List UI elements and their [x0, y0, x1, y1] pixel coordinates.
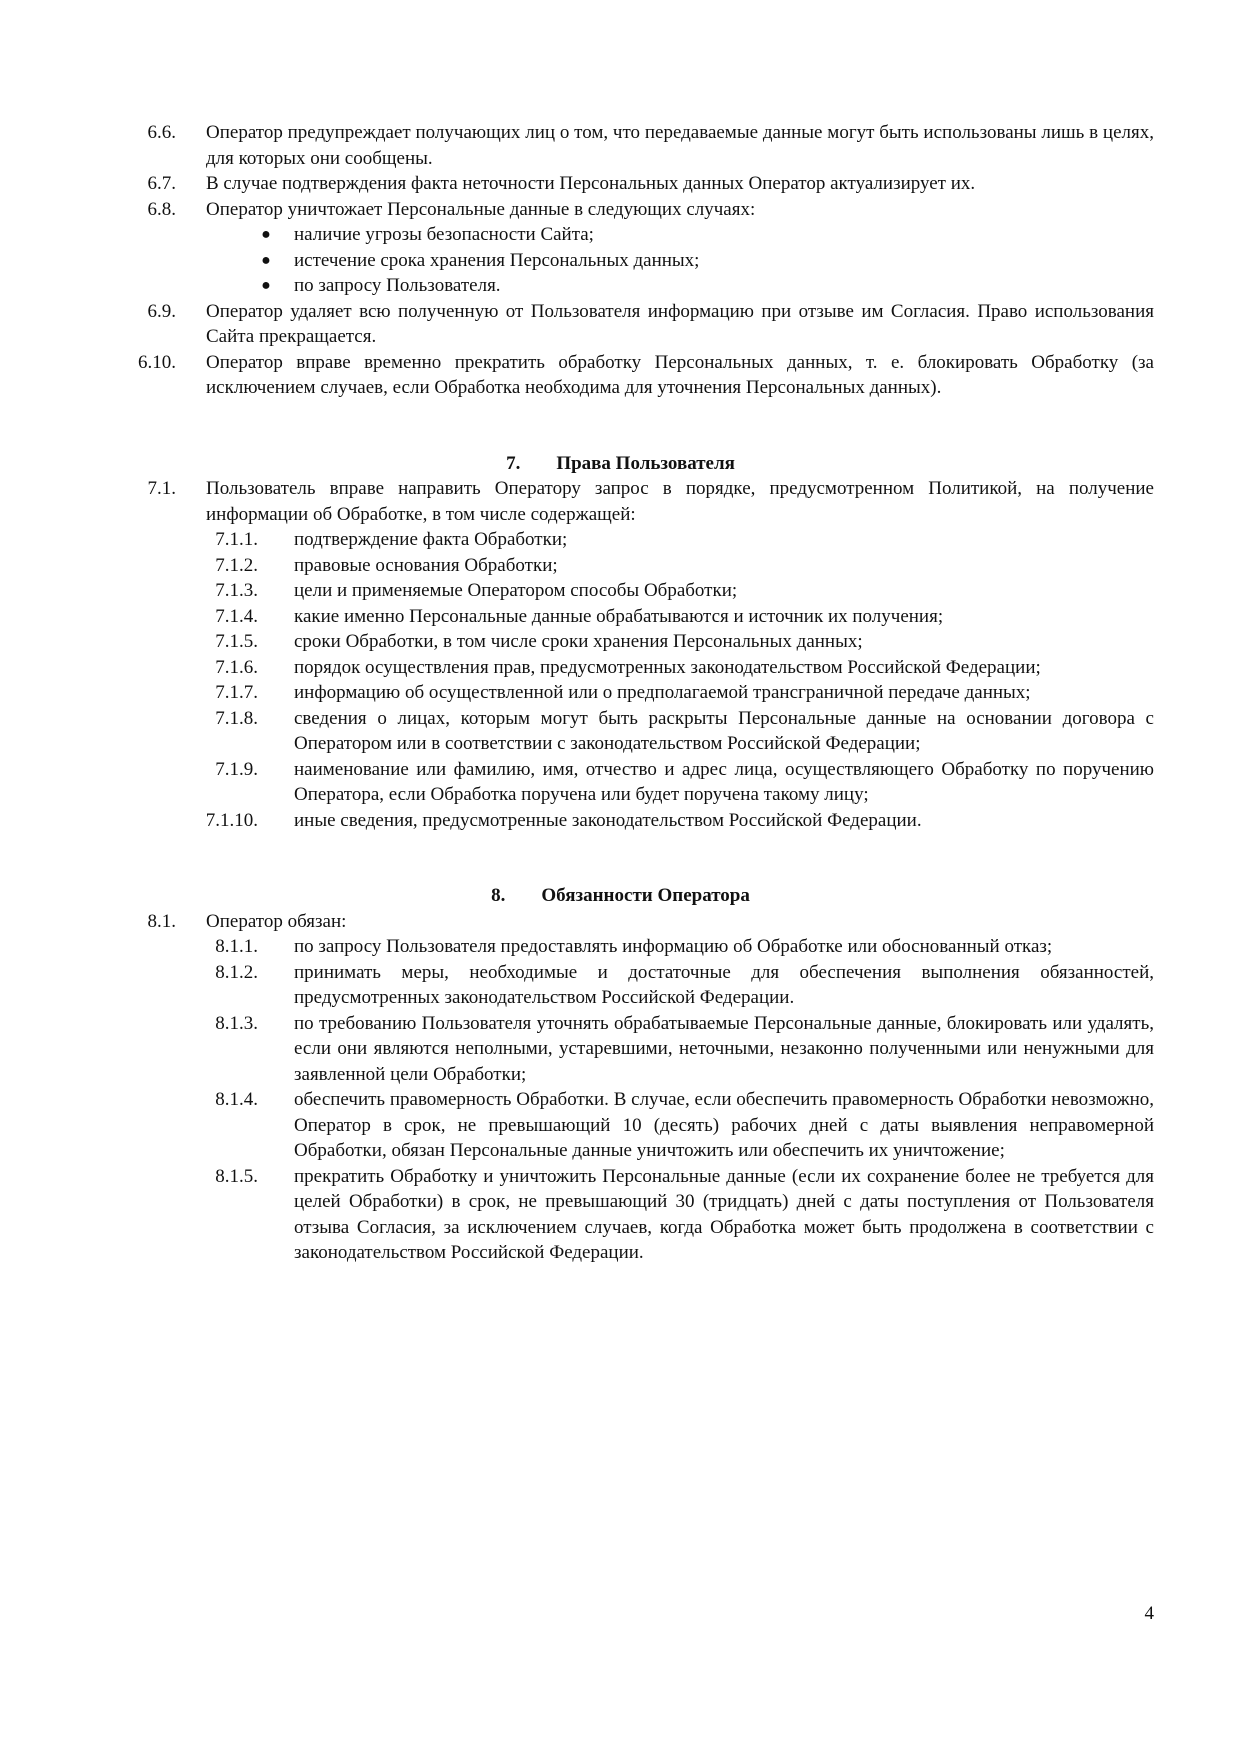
heading-number: 8.	[491, 885, 506, 906]
subclause-8-1-2	[0, 960, 1241, 1011]
subclause-8-1-1	[0, 934, 1241, 960]
heading-title: Обязанности Оператора	[541, 885, 750, 906]
subclause-7-1-3	[0, 578, 1241, 604]
clause-text: В случае подтверждения факта неточности Персональных данных Оператор актуализирует их.	[206, 173, 976, 194]
subclause-7-1-6	[0, 655, 1241, 681]
subclause-number: 7.1.6.	[215, 656, 258, 678]
section-heading-7	[0, 451, 1241, 477]
clause-text: Оператор удаляет всю полученную от Пользователя информацию при отзыве им Согласия. Право использования Сайта прекращается.	[206, 300, 1154, 347]
subclause-text: иные сведения, предусмотренные законодательством Российской Федерации.	[294, 809, 922, 831]
bullet-item	[0, 222, 1241, 248]
heading-number: 7.	[506, 452, 521, 474]
subclause-7-1-5	[0, 629, 1241, 655]
subclause-number: 7.1.10.	[205, 809, 258, 831]
subclause-7-1-4	[0, 604, 1241, 630]
clause-8-1	[0, 909, 1241, 935]
clause-6-9	[0, 299, 1241, 350]
subclause-7-1-7	[0, 680, 1241, 706]
subclause-number: 7.1.9.	[215, 758, 258, 780]
page-number: 4	[1144, 1603, 1154, 1624]
subclause-text: подтверждение факта Обработки;	[294, 529, 568, 550]
clause-text: Оператор обязан:	[206, 910, 347, 932]
subclause-text: прекратить Обработку и уничтожить Персональные данные (если их сохранение более не требуется для целей Обработки) в срок, не превышающий 30 (тридцать) дней с даты поступления от Пользователя отзыва Согласия, за исключением случаев, когда Обработка может быть продолжена в соответствии с законодательством Российской Федерации.	[294, 1165, 1154, 1263]
subclause-8-1-4	[0, 1087, 1241, 1164]
section-heading-8	[0, 883, 1241, 909]
clause-number: 6.9.	[147, 300, 176, 322]
bullet-text: по запросу Пользователя.	[294, 275, 501, 296]
bullet-icon: ●	[261, 226, 271, 243]
subclause-7-1-9	[0, 757, 1241, 808]
clause-6-8	[0, 197, 1241, 223]
clause-text: Оператор уничтожает Персональные данные в следующих случаях:	[206, 198, 756, 220]
subclause-text: обеспечить правомерность Обработки. В случае, если обеспечить правомерность Обработки невозможно, Оператор в срок, не превышающий 10 (десять) рабочих дней с даты выявления неправомерной Обработки, обязан Персональные данные уничтожить или обеспечить их уничтожение;	[294, 1089, 1154, 1161]
subclause-7-1-2	[0, 553, 1241, 579]
bullet-item	[0, 248, 1241, 274]
document-body	[0, 120, 1241, 1266]
subclause-8-1-3	[0, 1011, 1241, 1088]
clause-number: 7.1.	[147, 478, 176, 499]
subclause-text: информацию об осуществленной или о предполагаемой трансграничной передаче данных;	[294, 682, 1031, 703]
subclause-7-1-10	[0, 808, 1241, 834]
subclause-text: какие именно Персональные данные обрабатываются и источник их получения;	[294, 605, 944, 627]
subclause-number: 7.1.3.	[215, 580, 258, 601]
clause-6-10	[0, 350, 1241, 401]
subclause-number: 7.1.1.	[215, 529, 258, 550]
subclause-7-1-8	[0, 706, 1241, 757]
clause-6-6	[0, 120, 1241, 171]
bullet-icon: ●	[261, 251, 271, 269]
subclause-text: наименование или фамилию, имя, отчество и адрес лица, осуществляющего Обработку по поручению Оператора, если Обработка поручена или будет поручена такому лицу;	[294, 758, 1154, 805]
clause-7-1	[0, 476, 1241, 527]
bullet-icon: ●	[261, 277, 271, 294]
clause-6-7	[0, 171, 1241, 197]
subclause-number: 7.1.4.	[215, 605, 258, 627]
subclause-text: правовые основания Обработки;	[294, 554, 558, 576]
clause-number: 6.8.	[147, 198, 176, 220]
clause-number: 6.6.	[147, 122, 176, 143]
clause-number: 6.10.	[138, 351, 176, 373]
subclause-number: 8.1.2.	[215, 961, 258, 983]
subclause-number: 7.1.8.	[215, 707, 258, 729]
subclause-text: цели и применяемые Оператором способы Обработки;	[294, 580, 738, 601]
clause-number: 6.7.	[147, 173, 176, 194]
subclause-number: 8.1.4.	[215, 1089, 258, 1110]
subclause-text: сроки Обработки, в том числе сроки хранения Персональных данных;	[294, 631, 863, 652]
subclause-text: сведения о лицах, которым могут быть раскрыты Персональные данные на основании договора с Оператором или в соответствии с законодательством Российской Федерации;	[294, 707, 1154, 754]
bullet-text: истечение срока хранения Персональных данных;	[294, 249, 700, 271]
bullet-text: наличие угрозы безопасности Сайта;	[294, 224, 594, 245]
bullet-item	[0, 273, 1241, 299]
subclause-number: 7.1.5.	[215, 631, 258, 652]
heading-title: Права Пользователя	[556, 452, 735, 474]
subclause-8-1-5	[0, 1164, 1241, 1266]
subclause-text: по запросу Пользователя предоставлять информацию об Обработке или обоснованный отказ;	[294, 936, 1053, 957]
clause-text: Оператор вправе временно прекратить обработку Персональных данных, т. е. блокировать Обработку (за исключением случаев, если Обработка необходима для уточнения Персональных данных).	[206, 351, 1154, 398]
subclause-number: 8.1.5.	[215, 1165, 258, 1187]
subclause-text: по требованию Пользователя уточнять обрабатываемые Персональные данные, блокировать или удалять, если они являются неполными, устаревшими, неточными, незаконно полученными или ненужными для заявленной цели Обработки;	[294, 1012, 1154, 1085]
subclause-text: принимать меры, необходимые и достаточные для обеспечения выполнения обязанностей, предусмотренных законодательством Российской Федерации.	[294, 961, 1154, 1008]
clause-text: Оператор предупреждает получающих лиц о том, что передаваемые данные могут быть использованы лишь в целях, для которых они сообщены.	[206, 122, 1154, 169]
subclause-number: 8.1.1.	[215, 936, 258, 957]
subclause-number: 7.1.7.	[215, 682, 258, 703]
clause-number: 8.1.	[147, 910, 176, 932]
subclause-number: 7.1.2.	[215, 554, 258, 576]
clause-text: Пользователь вправе направить Оператору запрос в порядке, предусмотренном Политикой, на получение информации об Обработке, в том числе содержащей:	[206, 478, 1154, 525]
subclause-7-1-1	[0, 527, 1241, 553]
subclause-number: 8.1.3.	[215, 1012, 258, 1034]
subclause-text: порядок осуществления прав, предусмотренных законодательством Российской Федерации;	[294, 656, 1041, 678]
